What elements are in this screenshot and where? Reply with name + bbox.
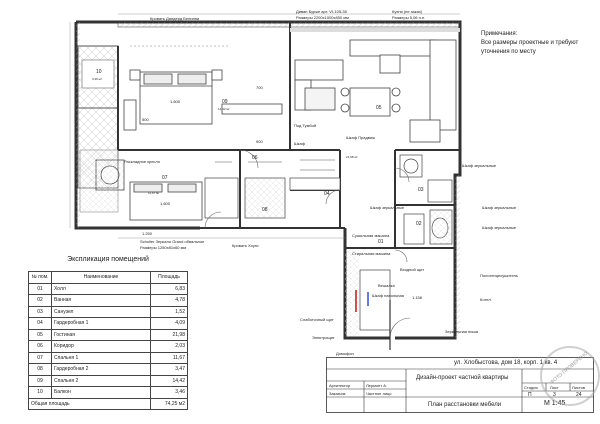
dim-1250: 1.250 [142, 231, 153, 236]
cell-num: 04 [29, 318, 52, 330]
doorbell-label: Домофон [336, 351, 354, 356]
table-row [29, 318, 188, 330]
table-row [29, 352, 188, 364]
cell-area: 14,42 [151, 375, 188, 387]
room-number-06: 06 [252, 155, 258, 161]
schedule-total-label: Общая площадь [29, 398, 151, 410]
dim-1158: 1.158 [412, 295, 423, 300]
cell-name: Ванная [52, 295, 151, 307]
title-block-stage-label: Стадия [524, 385, 538, 390]
kitchen-size-label: Размеры 5,06 п.п. [392, 15, 426, 20]
cell-num: 01 [29, 283, 52, 295]
cell-name: Санузел [52, 306, 151, 318]
room-number-07: 07 [162, 175, 168, 181]
title-block-sheet-name: План расстановки мебели [428, 402, 502, 408]
cell-name: Холл [52, 283, 151, 295]
cell-num: 07 [29, 352, 52, 364]
cell-name: Гардеробная 2 [52, 364, 151, 376]
wardrobe-label: Шкаф [294, 141, 306, 146]
mirror-label-4: Шкаф зеркальные [482, 225, 517, 230]
notes-block [481, 30, 596, 57]
title-block-client-name: Частное лицо [366, 391, 392, 396]
living-room-furniture [295, 40, 456, 142]
table-row [29, 387, 188, 399]
linen-label: Стиральная машина [352, 251, 391, 256]
cell-area: 4,78 [151, 295, 188, 307]
verification-stamp [540, 346, 600, 406]
cell-name: Спальня 2 [52, 375, 151, 387]
dresser-label: Шкаф Прадвиж [346, 135, 375, 140]
cell-name: Балкон [52, 387, 151, 399]
mirror-cabinet-label: Schuller Зеркало Grand обвальное [140, 239, 205, 244]
kitchen-label: Кухня (не заказ) [392, 9, 422, 14]
room-schedule [28, 256, 188, 410]
meter-label: Электрощит [312, 335, 335, 340]
cell-num: 02 [29, 295, 52, 307]
room-area-09: 14,42 м² [218, 107, 230, 111]
cell-area: 3,47 [151, 364, 188, 376]
title-block-sheet-label: Лист [550, 385, 559, 390]
room-area-05: 21,98 м² [346, 155, 358, 159]
bed-label-bottom: Кровать Хоуги [232, 243, 259, 248]
room-number-03: 03 [418, 187, 424, 193]
cell-name: Гардеробная 1 [52, 318, 151, 330]
towel-label: Полотенцесушитель [480, 273, 518, 278]
table-row [29, 306, 188, 318]
cell-num: 10 [29, 387, 52, 399]
dim-500: 500 [142, 117, 149, 122]
cell-num: 09 [29, 375, 52, 387]
cell-name: Гостиная [52, 329, 151, 341]
wardrobe-08 [205, 178, 340, 218]
dim-700: 700 [256, 85, 263, 90]
room-number-02: 02 [416, 221, 422, 227]
title-block-address: ул. Хлобыстова, дом 18, корп. 1 кв. 4 [454, 360, 558, 366]
room-number-08: 08 [262, 207, 268, 213]
cell-area: 4,09 [151, 318, 188, 330]
shoe-label: Шкаф напольная [372, 293, 404, 298]
title-block-sheets: 24 [576, 392, 582, 398]
schedule-header-num: № пом. [29, 272, 52, 284]
bed-label-top: Кровать Дандерд Белинни [150, 16, 200, 21]
schedule-header-area: Площадь [151, 272, 188, 284]
room-schedule-table [28, 271, 188, 410]
room-number-09: 09 [222, 99, 228, 105]
stamp-text: ФОТО ПРОВЕРЕНО [549, 350, 590, 386]
electric-label: Слаботочный щит [300, 317, 334, 322]
cell-num: 05 [29, 329, 52, 341]
room-area-07: 11,67 м² [148, 191, 160, 195]
room-number-05: 05 [376, 105, 382, 111]
tv-label: Под Тумбой [294, 123, 317, 128]
bathroom-fixtures [400, 155, 452, 244]
notes-line-2: уточнения по месту [481, 49, 536, 55]
cell-area: 21,98 [151, 329, 188, 341]
table-row [29, 375, 188, 387]
entrance-label: Зеркальная ниша [445, 329, 478, 334]
cell-area: 3,46 [151, 387, 188, 399]
room-area-10: 3,46 м² [92, 77, 102, 81]
cell-area: 2,03 [151, 341, 188, 353]
cell-area: 6,83 [151, 283, 188, 295]
cell-area: 1,52 [151, 306, 188, 318]
title-block-scale: M 1:45 [544, 400, 566, 407]
title-block-architect-label: Архитектор [329, 383, 351, 388]
room-schedule-title: Экспликация помещений [67, 256, 149, 263]
table-row [29, 329, 188, 341]
cell-area: 11,67 [151, 352, 188, 364]
mirror-label-2: Шкаф зеркальные [482, 205, 517, 210]
mirror-label-1: Шкаф зеркальные [370, 205, 405, 210]
notes-heading: Примечания: [481, 31, 518, 37]
sofa-label: Диван Бурже арт. VI-105-35 [296, 9, 347, 14]
table-row [29, 295, 188, 307]
cell-name: Спальня 1 [52, 352, 151, 364]
title-block-stage: П [528, 392, 532, 398]
boiler-label: Котел [480, 297, 491, 302]
entrance-shield-label: Входной щит [400, 267, 425, 272]
mirror-label-3: Шкаф зеркальные [462, 163, 497, 168]
dim-bed-2: 1.600 [170, 99, 181, 104]
schedule-header-name: Наименование [52, 272, 151, 284]
title-block-client-label: Заказчик [329, 391, 346, 396]
schedule-total-value: 74,25 м2 [151, 398, 188, 410]
washing-label: Сушильная машина [352, 233, 390, 238]
room-number-10: 10 [96, 69, 102, 75]
title-block-architect-name: Лермонт А. [366, 383, 387, 388]
sofa-size-label: Размеры 2200х1000х850 мм [296, 15, 349, 20]
room-number-04: 04 [324, 191, 330, 197]
title-block-project: Дизайн-проект частной квартиры [416, 375, 509, 381]
schedule-header-row [29, 272, 188, 284]
title-block-sheet: 3 [553, 392, 556, 398]
schedule-total-row [29, 398, 188, 410]
title-block-sheets-label: Листов [572, 385, 585, 390]
dim-bed-1: 1.600 [160, 201, 171, 206]
hanger-label: Вешалка [378, 283, 395, 288]
table-row [29, 283, 188, 295]
dim-900: 900 [256, 139, 263, 144]
cell-num: 03 [29, 306, 52, 318]
notes-line-1: Все размеры проектные и требуют [481, 40, 579, 46]
cell-num: 08 [29, 364, 52, 376]
room-number-01: 01 [378, 239, 384, 245]
table-row [29, 364, 188, 376]
mirror-cabinet-size: Размеры 1250х81х60 мм [140, 245, 187, 250]
chair-label: Раскладное кресло [124, 159, 161, 164]
cell-name: Коридор [52, 341, 151, 353]
table-row [29, 341, 188, 353]
cell-num: 06 [29, 341, 52, 353]
